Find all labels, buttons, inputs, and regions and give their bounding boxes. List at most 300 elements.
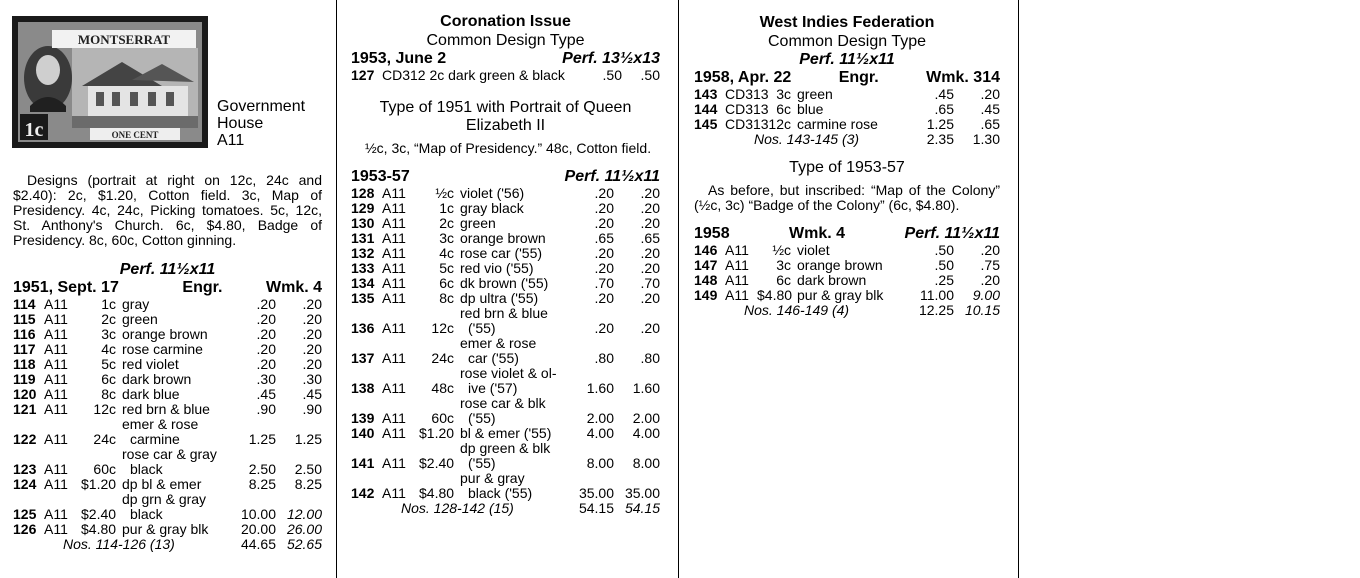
denomination: ½c — [772, 242, 791, 258]
value-used: .70 — [640, 275, 660, 291]
value-unused: .30 — [256, 371, 276, 387]
design-type: A11 — [44, 431, 68, 447]
value-used: 8.00 — [632, 455, 660, 471]
perf-label: Perf. 11½x11 — [119, 261, 216, 278]
value-unused: .80 — [594, 350, 614, 366]
row-desc — [122, 477, 230, 492]
desc-line: bl & emer ('55) — [460, 425, 552, 441]
value-used: .20 — [640, 320, 660, 336]
denomination: $1.20 — [81, 476, 117, 492]
cat-number: 117 — [13, 341, 36, 357]
cat-number: 123 — [13, 461, 37, 477]
totals-v2: 52.65 — [286, 536, 322, 552]
issue-wmk: Wmk. 4 — [265, 279, 322, 296]
cat-number: 130 — [351, 215, 375, 231]
desc-line: ('55) — [468, 320, 496, 336]
design-type: A11 — [725, 272, 749, 288]
row-desc: green — [797, 86, 833, 102]
totals-row — [13, 537, 322, 552]
row-desc — [460, 231, 568, 246]
row-desc — [122, 357, 230, 372]
table-row — [694, 258, 1000, 273]
denomination: 8c — [439, 290, 454, 306]
value-unused: .90 — [256, 401, 276, 417]
desc-line: rose violet & ol- — [460, 365, 557, 381]
table-row — [351, 426, 660, 441]
value-unused: .20 — [256, 311, 276, 327]
cat-number: 141 — [351, 455, 375, 471]
cat-number: 146 — [694, 242, 718, 258]
issue-perf: Perf. 13½x13 — [562, 50, 660, 67]
value-unused: .65 — [594, 230, 614, 246]
issue-line — [351, 168, 660, 186]
row-desc — [460, 306, 568, 336]
design-type: A11 — [382, 455, 406, 471]
denomination: 24c — [93, 431, 116, 447]
totals-row — [351, 501, 660, 516]
row-desc: orange brown — [797, 257, 883, 273]
cat-number: 121 — [13, 401, 37, 417]
value-unused: 35.00 — [578, 485, 614, 501]
cat-number: 125 — [13, 506, 37, 522]
design-type: A11 — [44, 356, 68, 372]
issue-date: 1953, June 2 — [351, 50, 447, 67]
desc-line: ('55) — [468, 410, 496, 426]
section-subtitle: Common Design Type — [768, 33, 926, 50]
issue-date: 1958, Apr. 22 — [694, 69, 792, 86]
stamp-table — [694, 87, 1000, 132]
value-used: 2.50 — [294, 461, 322, 477]
section-title: Coronation Issue — [440, 13, 571, 30]
value-used: .20 — [980, 272, 1000, 288]
denomination: 12c — [431, 320, 454, 336]
cat-number: 140 — [351, 425, 375, 441]
value-unused: 10.00 — [240, 506, 276, 522]
totals-row — [694, 303, 1000, 318]
value-used: .20 — [640, 185, 660, 201]
table-row — [694, 243, 1000, 258]
denomination: 5c — [439, 260, 454, 276]
table-row — [351, 246, 660, 261]
value-unused: .20 — [594, 320, 614, 336]
row-desc — [460, 336, 568, 366]
denomination: 5c — [101, 356, 116, 372]
desc-line: dp ultra ('55) — [460, 290, 539, 306]
denomination: 8c — [101, 386, 116, 402]
design-type: A11 — [382, 425, 406, 441]
design-type: A11 — [382, 200, 406, 216]
totals-label: Nos. 146-149 (4) — [744, 302, 850, 318]
denomination: $4.80 — [81, 521, 117, 537]
design-type: CD313 — [725, 101, 769, 117]
table-row — [13, 297, 322, 312]
desc-line: dark brown — [122, 371, 192, 387]
stamp-table — [351, 186, 660, 501]
design-type: A11 — [382, 380, 406, 396]
value-used: .20 — [302, 311, 322, 327]
denomination: 24c — [431, 350, 454, 366]
cat-number: 149 — [694, 287, 718, 303]
value-used: .20 — [302, 356, 322, 372]
issue-line — [13, 279, 322, 297]
value-used: .20 — [640, 290, 660, 306]
totals-v1: 54.15 — [578, 500, 614, 516]
cat-number: 127 — [351, 67, 375, 83]
cat-number: 115 — [13, 311, 36, 327]
table-row — [351, 471, 660, 501]
value-used: .75 — [980, 257, 1000, 273]
value-used: .20 — [980, 242, 1000, 258]
desc-line: rose carmine — [122, 341, 203, 357]
value-used: .20 — [640, 215, 660, 231]
row-desc: carmine rose — [797, 116, 878, 132]
design-type: A11 — [725, 287, 749, 303]
denomination: 6c — [776, 272, 791, 288]
denomination: 60c — [93, 461, 116, 477]
table-row — [351, 396, 660, 426]
value-unused: 20.00 — [240, 521, 276, 537]
row-desc — [122, 312, 230, 327]
design-type: A11 — [44, 311, 68, 327]
desc-line: car ('55) — [468, 350, 519, 366]
cat-number: 133 — [351, 260, 375, 276]
value-unused: 4.00 — [586, 425, 614, 441]
row-desc — [460, 216, 568, 231]
table-row — [13, 447, 322, 477]
desc-line: black — [130, 506, 163, 522]
value-used: .20 — [640, 245, 660, 261]
value-unused: 1.25 — [248, 431, 276, 447]
cat-number: 114 — [13, 296, 36, 312]
table-row — [351, 201, 660, 216]
design-type: A11 — [382, 245, 406, 261]
design-type: A11 — [725, 257, 749, 273]
value-used: 12.00 — [286, 506, 322, 522]
denomination: $4.80 — [419, 485, 455, 501]
value-unused: .20 — [256, 341, 276, 357]
desc-line: rose car & gray — [122, 446, 217, 462]
row-desc — [460, 186, 568, 201]
issue-wmk: Wmk. 4 — [789, 225, 846, 242]
cat-number: 145 — [694, 116, 718, 132]
value-unused: 8.25 — [248, 476, 276, 492]
issue-process: Engr. — [838, 69, 879, 86]
design-type: A11 — [382, 215, 406, 231]
value-used: 4.00 — [632, 425, 660, 441]
type-text: ½c, 3c, “Map of Presidency.” 48c, Cotton field. — [365, 140, 652, 156]
row-desc — [122, 327, 230, 342]
denomination: 6c — [101, 371, 116, 387]
value-unused: .20 — [256, 356, 276, 372]
value-used: .20 — [302, 326, 322, 342]
value-unused: .45 — [934, 86, 954, 102]
desc-line: dp bl & emer — [122, 476, 202, 492]
cat-number: 132 — [351, 245, 375, 261]
issue-perf: Perf. 11½x11 — [564, 168, 660, 185]
table-row — [694, 288, 1000, 303]
row-desc — [460, 396, 568, 426]
issue-date: 1953-57 — [351, 168, 410, 185]
desc-line: rose car ('55) — [460, 245, 543, 261]
denomination: $2.40 — [419, 455, 455, 471]
desc-line: black — [130, 461, 163, 477]
type-heading: Type of 1953-57 — [789, 159, 905, 176]
design-type: A11 — [725, 242, 749, 258]
stamp-caption-line: House — [217, 115, 264, 132]
row-desc — [122, 402, 230, 417]
stamp-value: 1c — [24, 119, 44, 141]
design-type: A11 — [382, 485, 406, 501]
denomination: 4c — [439, 245, 454, 261]
row-desc: pur & gray blk — [797, 287, 884, 303]
totals-v2: 54.15 — [624, 500, 660, 516]
desc-line: dark blue — [122, 386, 180, 402]
value-unused: 11.00 — [920, 287, 954, 303]
stamp-table — [13, 297, 322, 537]
desc-line: orange brown — [460, 230, 546, 246]
value-used: .65 — [980, 116, 1000, 132]
table-row — [13, 402, 322, 417]
value-unused: .25 — [934, 272, 954, 288]
cat-number: 139 — [351, 410, 375, 426]
value-unused: .50 — [934, 242, 954, 258]
cat-number: 120 — [13, 386, 37, 402]
design-type: A11 — [44, 371, 68, 387]
row-desc — [460, 246, 568, 261]
value-unused: .20 — [594, 245, 614, 261]
value-used: .90 — [302, 401, 322, 417]
cat-number: 134 — [351, 275, 375, 291]
cat-number: 138 — [351, 380, 375, 396]
cat-number: 129 — [351, 200, 375, 216]
design-type: A11 — [44, 341, 68, 357]
denomination: 6c — [776, 101, 791, 117]
row-desc — [122, 297, 230, 312]
denomination: ½c — [435, 185, 454, 201]
design-type: A11 — [382, 185, 406, 201]
value-used: 9.00 — [972, 287, 1000, 303]
stamp-caption-line: Government — [217, 98, 306, 115]
column-2 — [337, 0, 678, 578]
issue-wmk: Wmk. 314 — [926, 69, 1000, 86]
value-used: .20 — [640, 260, 660, 276]
row-desc: CD312 2c dark green & black — [382, 67, 565, 83]
table-row — [351, 336, 660, 366]
table-row — [351, 441, 660, 471]
totals-v1: 12.25 — [918, 302, 954, 318]
denomination: 3c — [101, 326, 116, 342]
value-used: .20 — [302, 341, 322, 357]
denomination: 12c — [93, 401, 116, 417]
value-used: 1.25 — [294, 431, 322, 447]
row-desc — [122, 447, 230, 477]
issue-date: 1951, Sept. 17 — [13, 279, 119, 296]
row-desc — [122, 492, 230, 522]
denomination: 6c — [439, 275, 454, 291]
table-row — [694, 273, 1000, 288]
value-unused: 1.60 — [586, 380, 614, 396]
row-desc — [122, 417, 230, 447]
column-divider-3 — [1018, 0, 1019, 578]
value-unused: .70 — [594, 275, 614, 291]
table-row — [13, 387, 322, 402]
table-row — [13, 372, 322, 387]
cat-number: 144 — [694, 101, 718, 117]
stamp-image — [12, 16, 208, 148]
issue-perf: Perf. 11½x11 — [904, 225, 1000, 242]
stamp-country: MONTSERRAT — [77, 32, 171, 47]
value-used: .45 — [302, 386, 322, 402]
value-used: .20 — [980, 86, 1000, 102]
cat-number: 116 — [13, 326, 36, 342]
desc-line: ('55) — [468, 455, 496, 471]
row-desc — [122, 372, 230, 387]
value-used: .50 — [640, 67, 660, 83]
desc-line: red violet — [122, 356, 179, 372]
design-type: A11 — [382, 350, 406, 366]
table-row — [351, 231, 660, 246]
design-type: A11 — [382, 410, 406, 426]
row-desc — [122, 342, 230, 357]
section-subtitle: Common Design Type — [426, 32, 585, 49]
denomination: $1.20 — [419, 425, 455, 441]
desc-line: pur & gray blk — [122, 521, 209, 537]
design-type: A11 — [44, 296, 68, 312]
value-used: 26.00 — [286, 521, 322, 537]
table-row — [13, 342, 322, 357]
denomination: 2c — [101, 311, 116, 327]
stamp-caption-line: A11 — [217, 132, 245, 149]
issue-date: 1958 — [694, 225, 730, 242]
row-desc — [460, 276, 568, 291]
cat-number: 137 — [351, 350, 375, 366]
design-type: A11 — [382, 290, 406, 306]
row-desc — [460, 261, 568, 276]
table-row — [13, 417, 322, 447]
stamp-table — [694, 243, 1000, 303]
denomination: 4c — [101, 341, 116, 357]
table-row — [351, 216, 660, 231]
desc-line: red vio ('55) — [460, 260, 534, 276]
row-desc — [460, 471, 568, 501]
desc-line: green — [460, 215, 496, 231]
denomination: 2c — [439, 215, 454, 231]
value-unused: .20 — [594, 200, 614, 216]
value-unused: 8.00 — [586, 455, 614, 471]
denomination: 3c — [776, 257, 791, 273]
table-row — [351, 261, 660, 276]
totals-label: Nos. 114-126 (13) — [63, 536, 175, 552]
value-used: .65 — [640, 230, 660, 246]
value-unused: .45 — [256, 386, 276, 402]
stamp-caption — [217, 98, 305, 149]
totals-label: Nos. 128-142 (15) — [401, 500, 514, 516]
cat-number: 126 — [13, 521, 37, 537]
design-type: CD313 — [725, 86, 769, 102]
desc-line: carmine — [130, 431, 180, 447]
value-used: 2.00 — [632, 410, 660, 426]
value-unused: .20 — [594, 215, 614, 231]
design-type: A11 — [382, 260, 406, 276]
designs-text: Designs (portrait at right on 12c, 24c and $2.40): 2c, $1.20, Cotton field. 3c, Map of Presidency. 4c, 24c, Picking tomatoes. 5c, 12c, St. Anthony's Church. 6c, $4.80, Badge of Presidency. 8c, 60c, Cotton ginning. — [13, 172, 322, 248]
cat-number: 124 — [13, 476, 37, 492]
desc-line: dp green & blk — [460, 440, 551, 456]
table-row — [351, 291, 660, 306]
desc-line: dp grn & gray — [122, 491, 207, 507]
design-type: CD313 — [725, 116, 769, 132]
totals-v1: 2.35 — [926, 131, 954, 147]
value-unused: .65 — [934, 101, 954, 117]
row-desc — [460, 291, 568, 306]
value-unused: .20 — [256, 296, 276, 312]
cat-number: 142 — [351, 485, 375, 501]
table-row — [351, 366, 660, 396]
totals-label: Nos. 143-145 (3) — [754, 131, 860, 147]
desc-line: emer & rose — [460, 335, 537, 351]
value-unused: .20 — [594, 260, 614, 276]
denomination: $4.80 — [757, 287, 793, 303]
value-unused: 2.00 — [586, 410, 614, 426]
design-type: A11 — [382, 230, 406, 246]
value-unused: .50 — [934, 257, 954, 273]
design-type: A11 — [382, 275, 406, 291]
design-type: A11 — [44, 401, 68, 417]
denomination: 3c — [776, 86, 791, 102]
totals-v1: 44.65 — [240, 536, 276, 552]
issue-line — [694, 69, 1000, 87]
design-type: A11 — [44, 521, 68, 537]
design-type: A11 — [44, 386, 68, 402]
issue-line — [694, 225, 1000, 243]
issue-process: Engr. — [182, 279, 223, 296]
desc-line: gray black — [460, 200, 524, 216]
cat-number: 135 — [351, 290, 375, 306]
value-used: .30 — [302, 371, 322, 387]
table-row — [694, 117, 1000, 132]
cat-number: 147 — [694, 257, 718, 273]
stamp-value-text: ONE CENT — [111, 130, 159, 140]
section-title: West Indies Federation — [759, 14, 935, 31]
value-used: .20 — [640, 200, 660, 216]
desc-line: green — [122, 311, 158, 327]
cat-number: 122 — [13, 431, 37, 447]
row-desc — [460, 426, 568, 441]
table-row — [13, 357, 322, 372]
cat-number: 148 — [694, 272, 718, 288]
denomination: $2.40 — [81, 506, 117, 522]
cat-number: 136 — [351, 320, 375, 336]
issue-line — [351, 50, 660, 68]
desc-line: dk brown ('55) — [460, 275, 549, 291]
table-row — [351, 68, 660, 83]
design-type: A11 — [44, 476, 68, 492]
type-text: As before, but inscribed: “Map of the Colony” (½c, 3c) “Badge of the Colony” (6c, $4.80). — [694, 182, 1000, 213]
value-unused: .20 — [594, 290, 614, 306]
column-3 — [679, 0, 1018, 578]
value-unused: .20 — [594, 185, 614, 201]
row-desc: dark brown — [797, 272, 867, 288]
value-used: 35.00 — [624, 485, 660, 501]
value-unused: 1.25 — [926, 116, 954, 132]
desc-line: pur & gray — [460, 470, 525, 486]
value-used: .45 — [980, 101, 1000, 117]
column-1 — [0, 0, 336, 578]
design-type: A11 — [382, 320, 406, 336]
value-used: 8.25 — [294, 476, 322, 492]
denomination: 60c — [431, 410, 454, 426]
desc-line: red brn & blue — [122, 401, 210, 417]
table-row — [13, 327, 322, 342]
